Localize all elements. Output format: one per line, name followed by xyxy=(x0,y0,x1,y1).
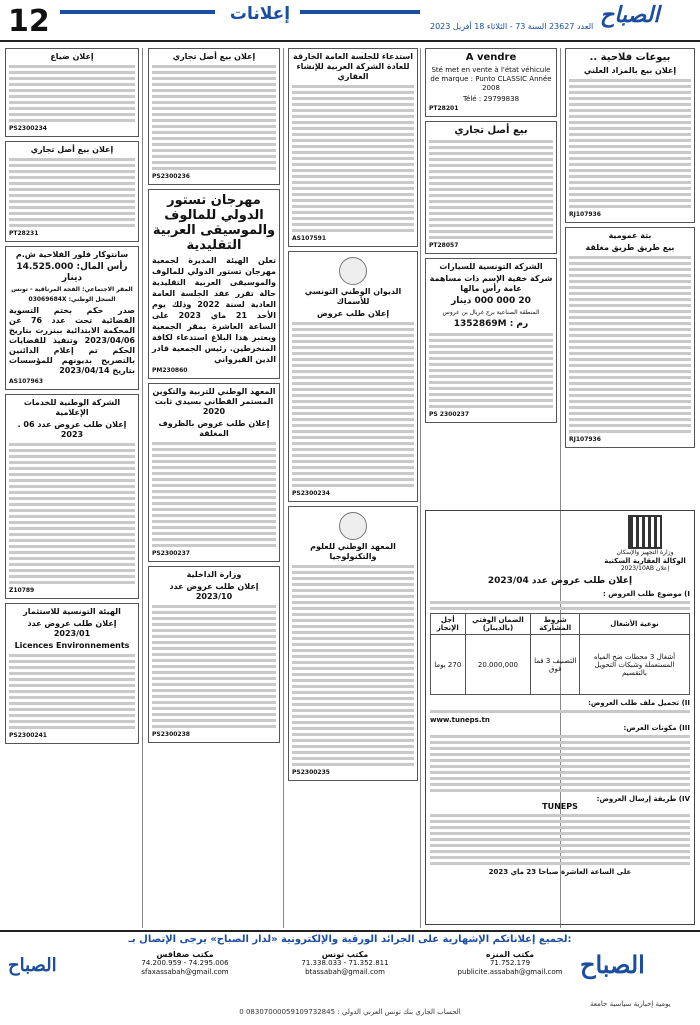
agency-logo-icon xyxy=(628,515,662,549)
ad-reference: PS2300234 xyxy=(9,125,47,132)
ad-body-text xyxy=(152,605,276,728)
newspaper-logo: الصباح xyxy=(600,2,660,28)
table-header: نوعية الأشغال xyxy=(580,614,690,635)
ad-subtitle: بيع طريق طريق مغلقة xyxy=(585,243,675,252)
ad-title: وزارة الداخلية xyxy=(186,570,242,579)
ad-public-auction xyxy=(565,227,695,448)
ad-body: Sté met en vente à l'état véhicule de marque : Punto CLASSIC Année 2008 xyxy=(430,66,552,92)
ad-subtitle: إعلان بيع بالمزاد العلني xyxy=(583,66,677,75)
ad-body-text xyxy=(569,79,691,208)
footer-logo-left: الصباح xyxy=(8,955,57,976)
table-cell: 20.000,000 xyxy=(465,635,531,695)
ad-title: A vendre xyxy=(465,52,517,63)
ad-reference: PS2300234 xyxy=(292,490,330,497)
ad-subtitle: إعلان طلب عروض عدد 2023/01 xyxy=(27,619,117,638)
column-4 xyxy=(148,48,280,928)
ad-fisheries-tender xyxy=(288,251,418,502)
ad-body-text xyxy=(9,443,135,584)
ad-business-sale xyxy=(425,121,557,254)
ad-address: المقر الاجتماعي: الفجة المرناقية - تونس xyxy=(11,286,133,293)
issue-line: العدد 23627 السنة 73 - الثلاثاء 18 أفريل 2023 xyxy=(430,22,594,31)
ad-car-for-sale xyxy=(425,48,557,117)
ad-reference: Z10789 xyxy=(9,587,35,594)
ad-address: المنطقة الصناعية برج غربال بن عروس xyxy=(442,309,540,316)
ad-reference: RJ107936 xyxy=(569,211,601,218)
ad-santocar xyxy=(5,246,139,390)
office-phone: 74.200.959 - 74.295.006 xyxy=(141,959,229,967)
ad-reference: PS2300237 xyxy=(152,550,190,557)
table-cell: التصنيف 3 فما فوق xyxy=(531,635,580,695)
ad-body-text xyxy=(292,85,414,232)
ad-title: إعلان بيع أصل تجاري xyxy=(30,145,114,154)
office-name: مكتب المنزه xyxy=(485,950,535,959)
ad-title: بتة عمومية xyxy=(608,231,652,240)
column-5 xyxy=(5,48,139,928)
column-2 xyxy=(425,48,557,508)
ad-reference: AS107591 xyxy=(292,235,327,242)
ad-agricultural-sales xyxy=(565,48,695,223)
ad-title: الشركة التونسية للسيارات xyxy=(439,262,543,271)
ad-reference: PM230860 xyxy=(152,367,188,374)
section-components: III) مكونات العرض: xyxy=(623,724,690,732)
ad-title: المعهد الوطني للتربية والتكوين المستمر القطاني بسيدي ثابت 2020 xyxy=(152,387,276,416)
tender-title: إعلان طلب عروض عدد 2023/04 xyxy=(487,576,633,586)
table-header: شروط المشاركة xyxy=(531,614,580,635)
footer-title: لجميع إعلاناتكم الإشهارية على الجرائد الورقية والإلكترونية «لدار الصباح» يرجى الإتصال بـ: xyxy=(128,934,572,945)
table-cell: 270 يوما xyxy=(431,635,466,695)
org-ref: إعلان 2023/10AB xyxy=(620,565,670,572)
column-divider xyxy=(420,48,421,928)
ad-testour-festival xyxy=(148,189,280,379)
ad-loss-notice xyxy=(5,48,139,137)
ad-title: الديوان الوطني التونسي للأسماك xyxy=(304,287,402,306)
column-1 xyxy=(565,48,695,508)
ad-title: مهرجان تستور الدولي للمالوف والموسيقى العربية التقليدية xyxy=(152,193,276,253)
office-sfax xyxy=(130,950,240,977)
section-title: إعلانات xyxy=(229,4,291,24)
column-3 xyxy=(288,48,418,928)
table-cell: أشغال 3 محطات ضخ المياه المستعملة وشبكات التحويل بالتقسيم xyxy=(580,635,690,695)
section-text xyxy=(430,814,690,865)
ad-subtitle: شركة خفية الإسم ذات مساهمة عامة رأس مالها xyxy=(429,274,553,293)
emblem-icon xyxy=(339,257,367,285)
ad-investment-authority xyxy=(5,603,139,744)
ad-body-text xyxy=(152,442,276,547)
section-text xyxy=(430,601,690,610)
ad-body-text xyxy=(292,565,414,766)
header-rule-right xyxy=(300,10,420,14)
ad-reference: PT28231 xyxy=(9,230,39,237)
ad-reference: PS2300236 xyxy=(152,173,190,180)
section-text xyxy=(430,710,690,713)
ad-reference: PS2300241 xyxy=(9,732,47,739)
ad-reference: AS107963 xyxy=(9,378,44,385)
ad-general-meeting xyxy=(288,48,418,247)
office-menzah xyxy=(455,950,565,977)
ad-body-text xyxy=(569,256,691,433)
ad-body-text xyxy=(429,140,553,239)
ad-title: بيع أصل تجاري xyxy=(454,125,528,136)
ad-title: استدعاء للجلسة العامة الخارقة للعادة الشركة العربية للإنشاء العقاري xyxy=(293,52,413,81)
ad-body-text xyxy=(429,333,553,408)
ad-title: الشركة الوطنية للخدمات الإعلامية xyxy=(23,398,121,417)
tuneps-label: TUNEPS xyxy=(542,802,578,811)
ad-body: صدر حكم بختم التسوية القضائية تحت عدد 76 عن المحكمة الابتدائية ببنزرت بتاريخ 2023/04/06 وتنفيذ للقضايات الحكم تم إعلام الدائنين بالتصريح بديونهم للمؤسسات بتاريخ 2023/04/14 xyxy=(9,306,136,375)
ad-training-institute xyxy=(148,383,280,562)
office-name: مكتب تونس xyxy=(321,950,369,959)
office-phone: 71.752.179 xyxy=(489,959,531,967)
ad-reference: PS2300238 xyxy=(152,731,190,738)
ad-title: إعلان ضياع xyxy=(50,52,94,61)
ad-body-text xyxy=(9,65,135,122)
ad-title: الهيئة التونسية للاستثمار xyxy=(23,607,121,616)
section-subject: I) موضوع طلب العروض : xyxy=(603,590,690,598)
ad-info-services xyxy=(5,394,139,599)
ad-reference: PS 2300237 xyxy=(429,411,470,418)
ad-title: سانتوكار فلور الفلاحية ش.م xyxy=(15,250,129,259)
office-email[interactable]: publicite.assabah@gmail.com xyxy=(457,968,563,976)
ad-registry: رم : 1352869M xyxy=(453,319,529,329)
ad-reference: RJ107936 xyxy=(569,436,601,443)
ad-body: تعلن الهيئة المديرة لجمعية مهرجان تستور الدولي للمالوف والموسيقى العربية التقليدية حالة تقرر عقد الجلسة العامة العادية لسنة 2022 وذلك يوم الأحد 21 ماي 2023 على الساعة العاشرة بمقر الجمعية ويعتبر هذا البلاغ استدعاء لكافة المنخرطين. رئيس الجمعية قادر الدين القيرواني xyxy=(152,256,276,364)
office-tunis xyxy=(290,950,400,977)
ad-registry: السجل الوطني: 03069684X xyxy=(28,296,116,303)
ad-housing-agency-tender xyxy=(425,510,695,925)
bank-account: الحساب الجاري بنك تونس العربي الدولي : 08307000059109732845 0 xyxy=(239,1008,461,1016)
ad-business-sale xyxy=(5,141,139,242)
ad-title: بيوعات فلاحية .. xyxy=(589,52,671,63)
emblem-icon xyxy=(339,512,367,540)
footer-logo: الصباح xyxy=(580,950,645,979)
ad-subtitle: إعلان طلب عروض بالظروف المغلقة xyxy=(158,419,270,438)
section-submission: IV) طريقة إرسال العروض: xyxy=(596,795,690,803)
org-ministry: وزارة التجهيز والإسكان xyxy=(616,549,674,556)
ad-body-text xyxy=(292,322,414,487)
section-download: II) تحميل ملف طلب العروض: xyxy=(588,699,690,707)
ad-phone: Télé : 29799838 xyxy=(462,95,520,103)
section-text xyxy=(430,735,690,792)
page-header xyxy=(0,0,700,42)
ad-subtitle: إعلان طلب عروض عدد 2023/10 xyxy=(169,582,259,601)
table-header: الضمان الوقتي (بالدينار) xyxy=(465,614,531,635)
ad-science-institute xyxy=(288,506,418,781)
ad-title: المعهد الوطني للعلوم والتكنولوجيا xyxy=(310,542,396,561)
ad-subtitle: إعلان طلب عروض xyxy=(316,309,390,318)
tender-table xyxy=(430,613,690,695)
ad-subtitle: إعلان طلب عروض عدد 06 . 2023 xyxy=(17,420,127,439)
ad-capital: رأس المال: 14.525.000 دينار xyxy=(16,262,128,283)
ad-capital: 20 000 000 دينار xyxy=(451,296,531,306)
ad-title: إعلان بيع أصل تجاري xyxy=(172,52,256,61)
office-email[interactable]: btassabah@gmail.com xyxy=(305,968,385,976)
ad-body-text xyxy=(152,65,276,170)
ad-interior-ministry xyxy=(148,566,280,743)
page-number: 12 xyxy=(8,4,50,39)
office-name: مكتب صفاقس xyxy=(156,950,214,959)
ad-body-text xyxy=(9,158,135,227)
office-email[interactable]: sfaxassabah@gmail.com xyxy=(141,968,229,976)
office-phone: 71.338.033 - 71.352.811 xyxy=(301,959,389,967)
org-agency: الوكالة العقارية السكنية xyxy=(604,557,686,565)
column-divider xyxy=(283,48,284,928)
column-divider xyxy=(142,48,143,928)
table-header-row xyxy=(431,614,690,635)
ad-reference: PS2300235 xyxy=(292,769,330,776)
table-header: أجل الإنجاز xyxy=(431,614,466,635)
ad-reference: PT28057 xyxy=(429,242,459,249)
ad-subtitle-latin: Licences Environnements xyxy=(14,641,130,650)
deadline-note: على الساعة العاشرة صباحا 23 ماي 2023 xyxy=(488,868,632,876)
ad-body-text xyxy=(9,654,135,729)
tuneps-link[interactable]: www.tuneps.tn xyxy=(430,716,490,724)
ad-reference: PT28201 xyxy=(429,105,459,112)
footer-tagline: يومية إخبارية سياسية جامعة xyxy=(590,1000,671,1008)
header-rule-left xyxy=(60,10,215,14)
ad-business-sale xyxy=(148,48,280,185)
table-row xyxy=(431,635,690,695)
ad-stt xyxy=(425,258,557,423)
